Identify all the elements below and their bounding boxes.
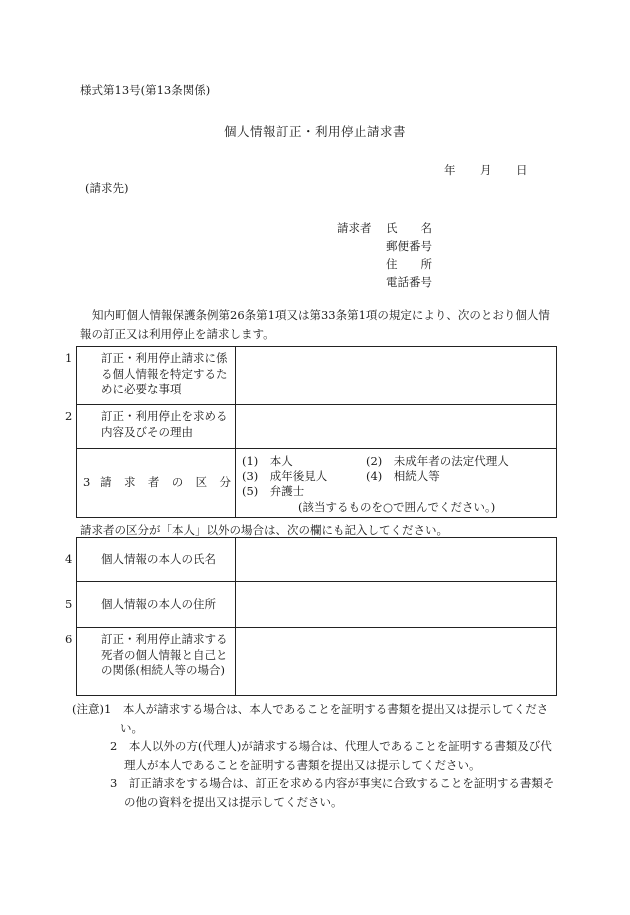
row5-label: 5 個人情報の本人の住所: [77, 582, 236, 628]
row2-label: 2 訂正・利用停止を求める内容及びその理由: [77, 405, 236, 449]
option-lawyer[interactable]: (5) 弁護士: [242, 484, 305, 498]
table-row: [77, 347, 557, 405]
row1-label: 1 訂正・利用停止請求に係る個人情報を特定するために必要な事項: [77, 347, 236, 405]
note-1: (注意)1 本人が請求する場合は、本人であることを証明する書類を提出又は提示してください。: [72, 702, 549, 735]
row6-input[interactable]: [236, 628, 557, 696]
addressee-label: (請求先): [85, 181, 129, 195]
date-day: 日: [516, 163, 528, 177]
requester-name-label: 氏 名: [386, 221, 432, 235]
table-row: [77, 628, 557, 696]
requester-phone-label: 電話番号: [386, 275, 432, 289]
option-principal[interactable]: (1) 本人: [242, 454, 293, 468]
date-year: 年: [444, 163, 456, 177]
intro-paragraph: 知内町個人情報保護条例第26条第1項又は第33条第1項の規定により、次のとおり個人情報の訂正又は利用停止を請求します。: [80, 308, 550, 341]
row1-input[interactable]: [236, 347, 557, 405]
requester-address-label: 住 所: [386, 257, 432, 271]
option-legal-guardian[interactable]: (2) 未成年者の法定代理人: [366, 454, 509, 468]
requester-category-options: [236, 449, 557, 518]
requester-label: 請求者: [337, 221, 372, 235]
row3-label: 3 請 求 者 の 区 分: [77, 449, 236, 518]
option-adult-guardian[interactable]: (3) 成年後見人: [242, 469, 328, 483]
table-row: [77, 449, 557, 518]
form-number: 様式第13号(第13条関係): [80, 83, 211, 97]
table-row: [77, 538, 557, 582]
table-row: [77, 582, 557, 628]
requester-postal-label: 郵便番号: [386, 239, 432, 253]
option-instruction: (該当するものを○で囲んでください。): [298, 500, 496, 514]
row4-label: 4 個人情報の本人の氏名: [77, 538, 236, 582]
option-heir[interactable]: (4) 相続人等: [366, 469, 440, 483]
row2-input[interactable]: [236, 405, 557, 449]
row5-input[interactable]: [236, 582, 557, 628]
row4-input[interactable]: [236, 538, 557, 582]
date-month: 月: [480, 163, 492, 177]
note-2: 2 本人以外の方(代理人)が請求する場合は、代理人であることを証明する書類及び代理人が本人であることを証明する書類を提出又は提示してください。: [110, 739, 552, 772]
note-3: 3 訂正請求をする場合は、訂正を求める内容が事実に合致することを証明する書類その他の資料を提出又は提示してください。: [110, 776, 555, 809]
table-row: [77, 405, 557, 449]
page-title: 個人情報訂正・利用停止請求書: [223, 124, 406, 139]
non-principal-note: 請求者の区分が「本人」以外の場合は、次の欄にも記入してください。: [80, 523, 448, 537]
principal-info-table: [65, 537, 557, 696]
request-table: [65, 346, 557, 518]
row6-label: 6 訂正・利用停止請求する死者の個人情報と自己との関係(相続人等の場合): [77, 628, 236, 696]
notes-section: [72, 700, 562, 811]
